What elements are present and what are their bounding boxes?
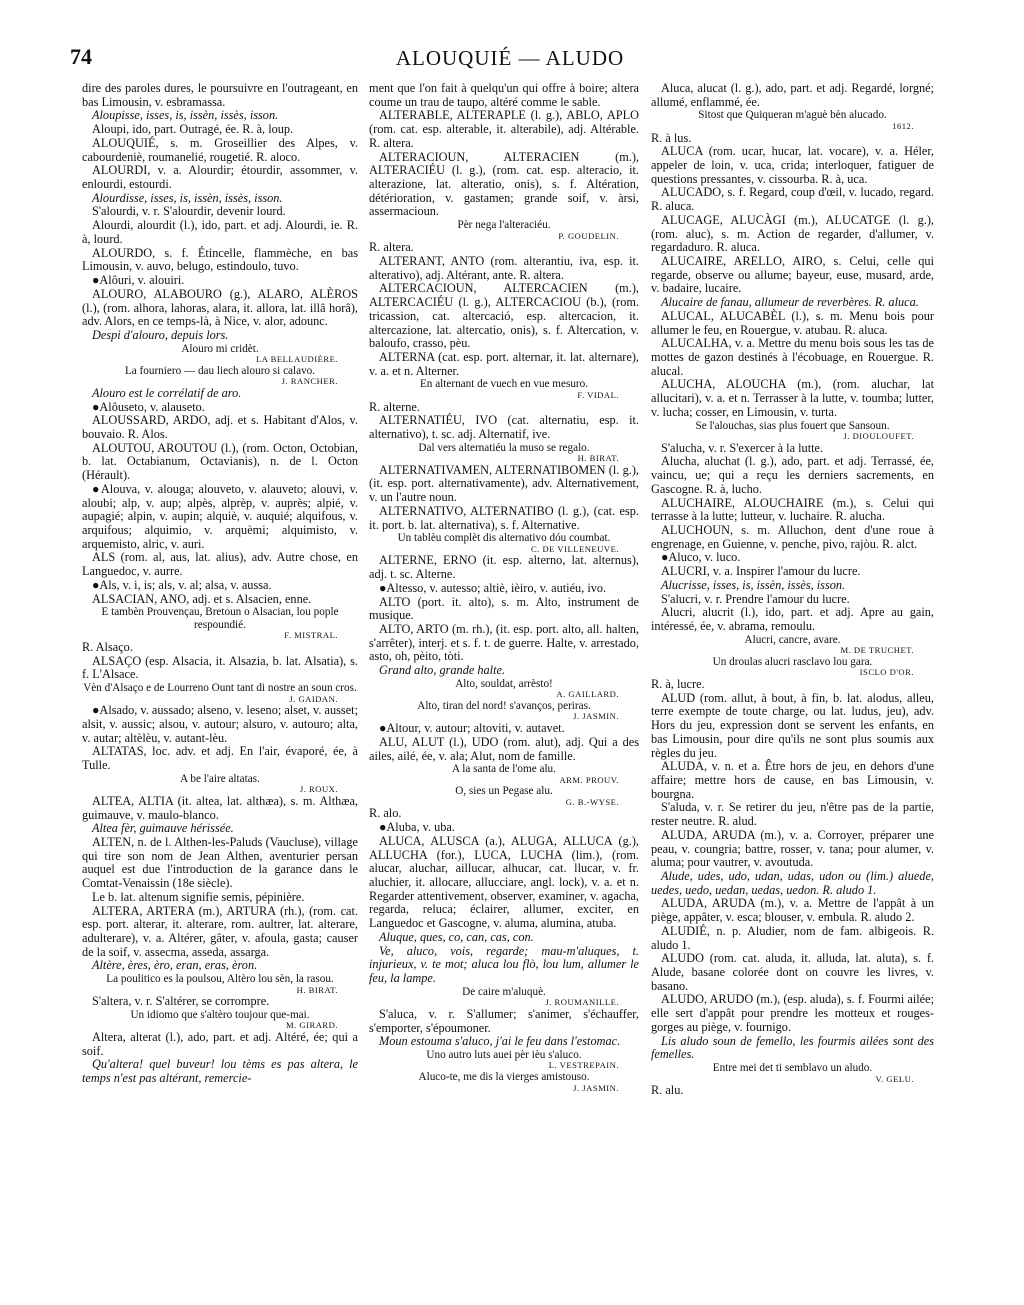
quotation-author: LA BELLAUDIÈRE. [256,354,338,365]
example-phrase: Aluque, ques, co, can, cas, con. [379,929,534,944]
entry-reference: R. alo. [369,806,402,821]
quotation-author: J. ROUMANILLE. [545,997,619,1008]
quotation-author: J. ROUX. [299,784,338,795]
quotation-author: F. VIDAL. [577,389,619,400]
quotation-author: P. GOUDELIN. [558,230,619,241]
entry: ALOUSSARD, ARDO, adj. et s. Habitant d'Alos, v. bouvaio. R. Alos. [82,413,358,441]
entry: ALTO, ARTO (m. rh.), (it. esp. port. alto, all. halten, s'arrêter), interj. et s. f. t. de guerre. Halte, v. arrestado, asto, oh, pèito, tòti. [369,622,639,664]
quotation: A la santa de l'ome alu. [452,763,556,776]
entry: ALTERANT, ANTO (rom. alterantiu, iva, esp. it. alterativo), adj. Altérant, ante. R. altera. [369,253,639,282]
entry: ALOURDI, v. a. Alourdir; étourdir, assommer, v. enlourdi, estourdi. [82,163,358,192]
entry: S'aluca, v. r. S'allumer; s'animer, s'échauffer, s'emporter, s'époumoner. [369,1006,639,1035]
entry: Le b. lat. altenum signifie semis, pépinière. [92,889,305,904]
entry: ●Alôuseto, v. alauseto. [92,399,205,414]
entry: Alucha, aluchat (l. g.), ado, part. et adj. Terrassé, ée, vaincu, ue; qui a reçu les derniers sacrements, en Gascogne. R. à, lucho. [651,454,934,496]
entry-text: ment que l'on fait à quelqu'un qui offre à boire; altera coume un trau de taupo, altéré comme le sable. [369,81,639,109]
quotation-author: J. DIOULOUFET. [843,431,914,442]
quotation: Alouro mi cridèt. [181,342,259,355]
entry: ALS (rom. al, aus, lat. alius), adv. Autre chose, en Languedoc, v. aurre. [82,550,358,579]
entry: ALUCAIRE, ARELLO, AIRO, s. Celui, celle qui regarde, observe ou allume; bayeur, euse, musard, arde, v. badaire, lucaire. [651,253,934,296]
example-phrase: Alouro est le corrélatif de aro. [92,385,242,400]
quotation-author: H. BIRAT. [296,984,338,995]
entry: ALUCADO, s. f. Regard, coup d'œil, v. lucado, regard. R. aluca. [651,185,934,214]
quotation: A be l'aire altatas. [180,772,260,785]
quotation: Aluco-te, me dis la vierges amistouso. [418,1071,590,1084]
entry-text: dire des paroles dures, le poursuivre en l'outrageant, en bas Limousin, v. esbramassa. [82,81,358,109]
quotation: En alternant de vuech en vue mesuro. [419,378,589,391]
entry: ALUCHA, ALOUCHA (m.), (rom. aluchar, lat allucitari), v. a. et n. Terrasser à la lutte, v. toumba; lutter, v. lucha; cosser, en Limousin, v. turta. [651,377,934,419]
entry: ALUDIÉ, n. p. Aludier, nom de fam. albigeois. R. aludo 1. [651,923,934,952]
entry: ALTERNA (cat. esp. port. alternar, it. lat. alternare), v. a. et n. Alterner. [369,350,639,378]
example-phrase: Grand alto, grande halte. [379,663,506,678]
quotation: Dal vers alternatiéu la muso se regalo. [418,441,590,454]
example-phrase: Moun estouma s'aluco, j'ai le feu dans l'estomac. [379,1034,621,1049]
quotation: Pèr nega l'alteraciéu. [457,219,551,232]
quotation: Sitost que Quiqueran m'aguè bèn alucado. [698,109,887,122]
example-phrase: Qu'altera! quel buveur! lou tèms es pas altera, le temps n'est pas altérant, remercie- [82,1057,358,1086]
entry: ●Aluco, v. luco. [661,550,741,565]
entry: ALTERNATIVO, ALTERNATIBO (l. g.), (cat. esp. it. port. b. lat. alternativa), s. f. Alternative. [369,503,639,532]
entry: Aloupi, ido, part. Outragé, ée. R. à, loup. [92,122,294,137]
entry: ALUD (rom. allut, à bout, à fin, b. lat. alodus, alleu, terre exempte de toute charge, ou lat. ludus, jeu), adv. Hors du jeu, expression dont se servent les enfants, en bas Limousin, pour dire qu'ils ne sont plus soumis aux règles du jeu. [651,690,934,760]
quotation-author: C. DE VILLENEUVE. [530,543,619,554]
quotation-author: A. GAILLARD. [556,689,619,700]
quotation-author: ARM. PROUV. [559,774,619,785]
entry: ALUDA, ARUDA (m.), v. a. Mettre de l'appât à un piège, appâter, v. esca; blouser, v. embula. R. aludo 2. [651,896,934,925]
example-phrase: Altère, ères, èro, eran, eras, èron. [92,958,258,973]
quotation: La poulitico es la poulsou, Altèro lou sèn, la rasou. [106,973,334,986]
quotation: Entre mei det ti semblavo un aludo. [712,1062,873,1075]
entry: ALTERACIOUN, ALTERACIEN (m.), ALTERACIÉU (l. g.), (rom. cat. esp. alteracio, it. alterazione, lat. alteratio, onis), s. f. Altération, détérioration, v. gastamen; grande soif, v. àrsi, assermacioun. [369,149,639,219]
entry: ●Alôuri, v. alouiri. [92,273,185,288]
entry: Alucri, alucrit (l.), ido, part. et adj. Apre au gain, intéressé, ée, v. abrama, remoulu. [651,605,934,634]
quotation: Un droulas alucri rasclavo lou gara. [712,655,873,668]
entry: ALTERCACIOUN, ALTERCACIEN (m.), ALTERCACIÉU (l. g.), ALTERCACIOU (b.), (rom. tricassion, cat. altercació, esp. altercacion, it. altercazione, lat. altercatio, onis), s. f. Altercation, v. baloufo, crasso, pèu. [369,281,639,351]
quotation: Un idiomo que s'altèro toujour que-mai. [130,1008,310,1021]
entry: ALTERABLE, ALTERAPLE (l. g.), ABLO, APLO (rom. cat. esp. alterable, it. alterabile), adj. Altérable. R. altera. [369,108,639,150]
quotation: Se l'alouchas, sias plus fouert que Sansoun. [695,419,890,432]
example-phrase: Despi d'alouro, depuis lors. [92,327,229,342]
column-left [82,82,358,1086]
page-number: 74 [70,44,92,69]
entry: ALTO (port. it. alto), s. m. Alto, instrument de musique. [369,594,639,623]
quotation-author: V. GELU. [875,1073,914,1084]
example-phrase: Alude, udes, udo, udan, udas, udon ou (lim.) aluede, uedes, uedo, uedan, uedas, uedon. R. aludo 1. [651,868,934,897]
quotation-author: F. MISTRAL. [284,630,338,641]
entry: ALUCA, ALUSCA (a.), ALUGA, ALLUCA (g.), ALLUCHA (for.), LUCA, LUCHA (lim.), (rom. alucar, aluchar, aillucar, alhucar, cat. llucar, v. fr. aluchier, it. allocare, allucciare, angl. lock), v. a. et n. Regarder attentivement, observer, examiner, v. agacha, regarda, reluca; éclairer, allumer, exciter, en Languedoc et Gascogne, v. aluma, alumina, atuba. [369,833,639,931]
entry: S'aluda, v. r. Se retirer du jeu, n'être pas de la partie, rester neutre. R. alud. [651,800,934,829]
entry: ALUCA (rom. ucar, hucar, lat. vocare), v. a. Héler, appeler de loin, v. uca, crida; interloquer, fatiguer de questions pressantes, v. cissourba. R. à, uca. [651,144,934,186]
entry: ALTEA, ALTIA (it. altea, lat. althæa), s. m. Althæa, guimauve, v. maulo-blanco. [82,793,358,822]
example-phrase: Altea fèr, guimauve hérissée. [92,821,234,836]
quotation: Alucri, cancre, avare. [744,633,841,646]
column-middle [369,82,639,1093]
entry-reference: R. à lus. [651,130,692,145]
entry: ALUCALHA, v. a. Mettre du menu bois sous les tas de mottes de gazon destinés à l'écobuage, en Rouergue. R. alucal. [651,336,934,378]
quotation-author: G. B.-WYSE. [565,796,619,807]
entry: ALTATAS, loc. adv. et adj. En l'air, évaporé, ée, à Tulle. [82,744,358,772]
quotation: Uno autro luts auei pèr ièu s'aluco. [426,1048,582,1061]
quotation-author: J. JASMIN. [573,1082,619,1093]
example-phrase: Alucrisse, isses, is, issèn, issès, isson. [661,577,846,592]
entry: ALOURO, ALABOURO (g.), ALARO, ALÈROS (l.), (rom. alhora, lahoras, alara, it. allora, lat. illâ horâ), adv. Alors, en ce temps-là, à Nice, v. alor, adounc. [82,286,358,329]
entry: ALTEN, n. de l. Althen-les-Paluds (Vaucluse), village qui tire son nom de Jean Althen, aventurier persan auquel est due l'introduction de la garance dans le Comtat-Venaissin (18e siècle). [82,834,358,891]
entry: ALU, ALUT (l.), UDO (rom. alut), adj. Qui a des ailes, ailé, ée, v. ala; Alut, nom de famille. [369,734,639,763]
quotation-author: J. GAIDAN. [289,693,338,704]
entry: ●Altour, v. autour; altoviti, v. autavet. [379,721,565,736]
column-right [651,82,934,1098]
entry: S'alourdi, v. r. S'alourdir, devenir lourd. [92,204,286,219]
example-phrase: Alucaire de fanau, allumeur de reverbères. R. aluca. [661,295,919,310]
entry-reference: R. alu. [651,1083,684,1098]
entry: ALUCHOUN, s. m. Alluchon, dent d'une roue à engrenage, en Guienne, v. penche, pivo, rajòu. R. alct. [651,523,934,551]
entry: Aluca, alucat (l. g.), ado, part. et adj. Regardé, lorgné; allumé, enflammé, ée. [651,81,934,109]
entry: ALUCHAIRE, ALOUCHAIRE (m.), s. Celui qui terrasse à la lutte; lutteur, v. luchaire. R. alucha. [651,495,934,524]
entry: ALOUTOU, AROUTOU (l.), (rom. Octon, Octobian, b. lat. Octabianum, Octavianis), n. de l. Octon (Hérault). [82,440,358,483]
entry: ●Als, v. i, is; als, v. al; alsa, v. aussa. [92,577,272,592]
entry: ALTERNATIVAMEN, ALTERNATIBOMEN (l. g.), (it. esp. port. alternativamente), adv. Alternativement, v. un l'autre noun. [369,462,639,505]
example-phrase: Ve, aluco, vois, regarde; mau-m'aluques, t. injurieux, v. te mot; aluca lou flò, lou lum, allumer le feu, la lampe. [369,943,639,985]
entry: Alourdi, alourdit (l.), ido, part. et adj. Alourdi, ie. R. à, lourd. [82,218,358,246]
example-phrase: Alourdisse, isses, is, issèn, issès, isson. [92,190,283,205]
entry: ALTERNATIÉU, IVO (cat. alternatiu, esp. it. alternativo), t. sc. adj. Alternatif, ive. [369,413,639,441]
quotation-author: H. BIRAT. [577,453,619,464]
entry: ALOURDO, s. f. Étincelle, flammèche, en bas Limousin, v. auvo, belugo, estindoulo, tuvo. [82,245,358,274]
entry: ●Aluba, v. uba. [379,820,455,835]
quotation: Alto, souldat, arrèsto! [455,677,553,690]
entry: ALOUQUIÉ, s. m. Groseillier des Alpes, v. cabourdeniè, roumanelié, rougetié. R. aloco. [82,135,358,164]
entry-reference: R. Alsaço. [82,639,133,654]
entry: ALTERA, ARTERA (m.), ARTURA (rh.), (rom. cat. esp. port. alterar, it. alterare, rom. aultrer, lat. alterare, adulterare), v. a. Altérer, gâter, v. afoula, gasta; causer de la soif, v. assecma, asseda, assarga. [82,903,358,959]
entry: ALUCAL, ALUCABÈL (l.), s. m. Menu bois pour allumer le feu, en Rouergue, v. atubau. R. aluca. [651,308,934,337]
entry: ALSACIAN, ANO, adj. et s. Alsacien, enne. [92,591,312,606]
page-title: ALOUQUIÉ — ALUDO [395,46,625,70]
entry-reference: R. alterne. [369,399,420,414]
entry: ALUDO, ARUDO (m.), (esp. aluda), s. f. Fourmi ailée; elle sert d'appât pour prendre les motteux et rouges-gorges au piège, v. fournigo. [651,992,934,1034]
example-phrase: Lis aludo soun de femello, les fourmis ailées sont des femelles. [651,1033,934,1062]
entry: ALSAÇO (esp. Alsacia, it. Alsazia, b. lat. Alsatia), s. f. L'Alsace. [82,653,358,682]
entry: Altera, alterat (l.), ado, part. et adj. Altéré, ée; qui a soif. [82,1030,358,1058]
quotation-author: M. GIRARD. [285,1020,338,1031]
quotation: Alto, tiran del nord! s'avanços, periras. [417,699,591,712]
quotation-author: M. DE TRUCHET. [840,645,914,656]
entry: S'alucri, v. r. Prendre l'amour du lucre. [661,591,850,606]
entry: ALTERNE, ERNO (it. esp. alterno, lat. alternus), adj. t. sc. Alterne. [369,553,639,582]
quotation-author: L. VESTREPAIN. [548,1060,619,1071]
entry: ALUDA, v. n. et a. Être hors de jeu, en dehors d'une affaire; mettre hors de cause, en bas Limousin, v. bourgna. [651,759,934,801]
entry: S'altera, v. r. S'altérer, se corrompre. [92,994,270,1009]
entry: ALUCRI, v. a. Inspirer l'amour du lucre. [661,564,861,579]
example-phrase: Aloupisse, isses, is, issèn, issès, isson. [92,108,279,123]
entry: ●Alouva, v. alouga; alouveto, v. alauveto; alouvi, v. aloubi; alp, v. aup; alpès, alprèp, v. auprès; alpié, v. aupagié; alpin, v. aupin; alquiè, v. auquié; alquifous, v. arquifous; alquimio, v. arquèmi; alquimisto, v. arquemisto, alric, v. auri. [82,481,358,551]
quotation: O, sies un Pegase alu. [455,785,553,798]
quotation: De caire m'aluquè. [462,985,546,998]
entry: ALUDA, ARUDA (m.), v. a. Corroyer, préparer une peau, v. coungria; battre, rosser, v. tana; pour alumer, v. aluma; pour vautrer, v. avoutuda. [651,827,934,870]
entry-reference: R. à, lucre. [651,676,705,691]
quotation: Un tablèu complèt dis alternativo dóu coumbat. [397,532,611,545]
quotation-author: ISCLO D'OR. [859,667,914,678]
entry: ALUDO (rom. cat. aluda, it. alluda, lat. aluta), s. f. Alude, basane colorée dont on couvre les livres, v. basano. [651,951,934,993]
running-header [70,44,950,74]
entry: ALUCAGE, ALUCÀGI (m.), ALUCATGE (l. g.), (rom. aluc), s. m. Action de regarder, d'allumer, v. regardaduro. R. aluca. [651,212,934,255]
quotation: Vèn d'Alsaço e de Lourreno Ount tant di nostre an soun cros. [83,682,357,695]
entry: S'alucha, v. r. S'exercer à la lutte. [661,440,824,455]
quotation: La fourniero — dau liech alouro si calavo. [124,364,316,377]
entry-reference: R. altera. [369,240,414,255]
entry: ●Alsado, v. aussado; alseno, v. leseno; alset, v. ausset; alsit, v. aussic; alsou, v. autour; alsuro, v. autouro; alta, v. autar; altèlèu, v. autant-lèu. [82,703,358,745]
quotation-author: J. RANCHER. [281,376,338,387]
quotation-author: 1612. [892,120,914,131]
quotation-author: J. JASMIN. [573,711,619,722]
entry: ●Altesso, v. autesso; altiè, ièiro, v. autiéu, ivo. [379,580,607,595]
quotation: E tambèn Prouvençau, Bretoun o Alsacian, lou pople respoundié. [101,606,339,631]
